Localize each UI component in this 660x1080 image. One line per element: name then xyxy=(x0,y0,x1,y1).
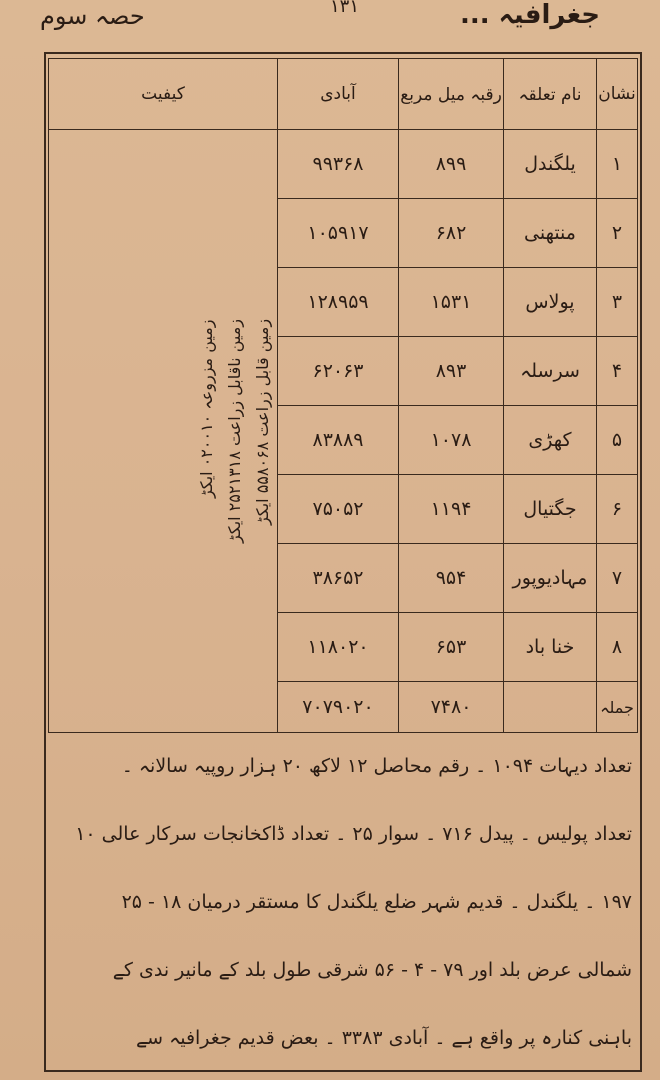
cell-serial: ۲ xyxy=(597,199,638,268)
remark-line: زمین ناقابل زراعت ۲۵۲۱۳۱۸ ایکڑ xyxy=(225,319,244,543)
table-header-row xyxy=(49,59,638,130)
header-remarks: کیفیت xyxy=(49,59,278,130)
header-serial: نشان xyxy=(597,59,638,130)
cell-area: ۱۱۹۴ xyxy=(399,475,504,544)
part-label: حصہ سوم xyxy=(40,2,145,30)
cell-name: منتھنی xyxy=(504,199,597,268)
page-header xyxy=(0,0,660,48)
cell-name: یلگندل xyxy=(504,130,597,199)
cell-serial: ۵ xyxy=(597,406,638,475)
cell-area: ۸۹۳ xyxy=(399,337,504,406)
cell-serial: ۸ xyxy=(597,613,638,682)
page-number: ۱۳۱ xyxy=(330,0,360,17)
cell-population: ۶۲۰۶۳ xyxy=(278,337,399,406)
total-area: ۷۴۸۰ xyxy=(399,682,504,733)
cell-population: ۱۰۵۹۱۷ xyxy=(278,199,399,268)
cell-name: مہادیوپور xyxy=(504,544,597,613)
remark-line: زمین قابل زراعت ۵۵۸۰۶۸ ایکڑ xyxy=(253,319,272,526)
remark-line: زمین مزروعہ ۰۲۰۰۱۰ ایکڑ xyxy=(197,319,216,498)
cell-name: جگتیال xyxy=(504,475,597,544)
cell-population: ۸۳۸۸۹ xyxy=(278,406,399,475)
cell-area: ۶۸۲ xyxy=(399,199,504,268)
remarks-text xyxy=(193,319,277,543)
note-line: باہنی کنارہ پر واقع ہے ۔ آبادی ۳۳۸۳ ۔ بعض قدیم جغرافیہ سے xyxy=(135,1027,632,1049)
notes-block xyxy=(56,732,632,1072)
cell-serial: ۴ xyxy=(597,337,638,406)
cell-population: ۳۸۶۵۲ xyxy=(278,544,399,613)
note-line: ۱۹۷ ۔ یلگندل ۔ قدیم شہر ضلع یلگندل کا مستقر درمیان ۱۸ - ۲۵ xyxy=(121,891,632,913)
cell-name: خنا باد xyxy=(504,613,597,682)
page-title: جغرافیہ ... xyxy=(459,0,600,30)
table-row xyxy=(49,130,638,199)
note-line: شمالی عرض بلد اور ۷۹ - ۴ - ۵۶ شرقی طول بلد کے مانیر ندی کے xyxy=(112,959,632,981)
cell-serial: ۷ xyxy=(597,544,638,613)
total-name-empty xyxy=(504,682,597,733)
cell-serial: ۳ xyxy=(597,268,638,337)
cell-name: کھڑی xyxy=(504,406,597,475)
cell-name: پولاس xyxy=(504,268,597,337)
cell-population: ۱۱۸۰۲۰ xyxy=(278,613,399,682)
cell-population: ۷۵۰۵۲ xyxy=(278,475,399,544)
cell-population: ۱۲۸۹۵۹ xyxy=(278,268,399,337)
total-label: جملہ xyxy=(597,682,638,733)
cell-name: سرسلہ xyxy=(504,337,597,406)
cell-area: ۹۵۴ xyxy=(399,544,504,613)
cell-serial: ۶ xyxy=(597,475,638,544)
cell-area: ۱۰۷۸ xyxy=(399,406,504,475)
cell-area: ۱۵۳۱ xyxy=(399,268,504,337)
cell-area: ۸۹۹ xyxy=(399,130,504,199)
remarks-cell xyxy=(49,130,278,733)
note-line: تعداد پولیس ۔ پیدل ۷۱۶ ۔ سوار ۲۵ ۔ تعداد ڈاکخانجات سرکار عالی ۱۰ xyxy=(75,823,632,845)
total-population: ۷۰۷۹۰۲۰ xyxy=(278,682,399,733)
note-line: تعداد دیہات ۱۰۹۴ ۔ رقم محاصل ۱۲ لاکھ ۲۰ ہزار روپیہ سالانہ ۔ xyxy=(121,755,632,777)
header-name: نام تعلقہ xyxy=(504,59,597,130)
header-area: رقبہ میل مربع xyxy=(399,59,504,130)
cell-serial: ۱ xyxy=(597,130,638,199)
header-population: آبادی xyxy=(278,59,399,130)
cell-area: ۶۵۳ xyxy=(399,613,504,682)
taluka-table xyxy=(48,58,638,733)
cell-population: ۹۹۳۶۸ xyxy=(278,130,399,199)
